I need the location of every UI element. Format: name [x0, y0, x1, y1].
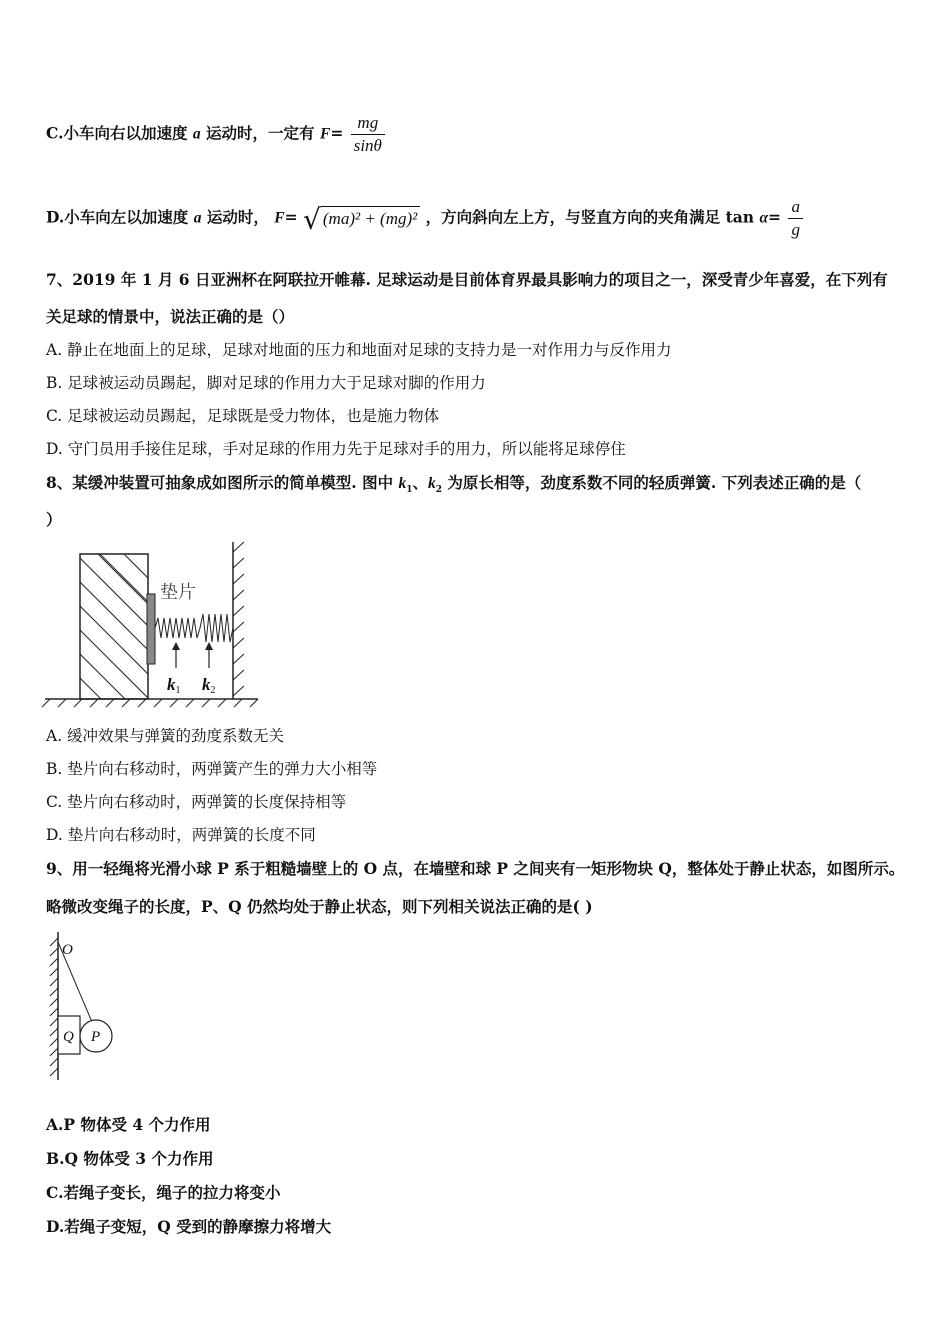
- q9-option-b: B.Q 物体受 3 个力作用: [46, 1149, 214, 1168]
- point-o-label: O: [62, 942, 73, 958]
- q8-option-d: D. 垫片向右移动时，两弹簧的长度不同: [46, 826, 316, 844]
- k2-label: [202, 675, 216, 696]
- q7-option-d: D. 守门员用手接住足球，手对足球的作用力先于足球对手的用力，所以能将足球停住: [46, 440, 626, 458]
- block-q-label: Q: [63, 1029, 74, 1045]
- q8-stem-k2: k: [428, 475, 436, 492]
- k2-label-sub: 2: [210, 685, 216, 696]
- k1-label: [167, 675, 181, 696]
- q6-option-d-label: D.: [46, 207, 65, 227]
- q7-option-c: C. 足球被运动员踢起，足球既是受力物体，也是施力物体: [46, 407, 440, 425]
- q8-stem-k1-sub: 1: [406, 485, 413, 496]
- spring-k1: [155, 618, 200, 638]
- spring-k2: [200, 614, 233, 642]
- q6-option-c-numerator: mg: [351, 112, 385, 135]
- q8-option-a: A. 缓冲效果与弹簧的劲度系数无关: [46, 727, 285, 745]
- q6-option-d: [46, 196, 805, 241]
- q8-stem-k1: k: [398, 475, 407, 492]
- q6-option-d-eq: =: [284, 207, 298, 227]
- q6-option-d-alpha: α: [759, 209, 769, 227]
- q6-option-c-label: C.: [46, 123, 64, 143]
- q6-option-d-text2: 运动时，: [206, 207, 269, 227]
- q6-option-d-eq2: =: [768, 207, 782, 227]
- q6-option-d-denominator: g: [791, 220, 800, 239]
- q9-stem-line2: 略微改变绳子的长度，P、Q 仍然均处于静止状态，则下列相关说法正确的是( ): [46, 897, 593, 916]
- q6-option-c-text2: 运动时，一定有: [206, 123, 315, 143]
- q7-stem-line2: 关足球的情景中，说法正确的是（）: [46, 307, 295, 326]
- q8-option-b: B. 垫片向右移动时，两弹簧产生的弹力大小相等: [46, 760, 378, 778]
- q7-option-a: A. 静止在地面上的足球，足球对地面的压力和地面对足球的支持力是一对作用力与反作用力: [46, 341, 672, 359]
- q6-option-c-denominator: sinθ: [353, 136, 382, 155]
- sqrt-symbol-icon: √: [303, 203, 321, 237]
- q6-option-d-numerator: a: [788, 196, 803, 219]
- q6-option-c-text: 小车向右以加速度: [63, 123, 188, 143]
- q6-option-d-fraction: [788, 196, 803, 241]
- arrowhead-k1-icon: [172, 642, 180, 650]
- q8-stem-sep: 、: [412, 473, 429, 492]
- q6-option-d-radicand: (ma)² + (mg)²: [321, 206, 420, 229]
- k1-label-sub: 1: [175, 685, 181, 696]
- hatched-block: [80, 554, 148, 699]
- q8-stem-line2: ）: [46, 510, 62, 529]
- q9-option-a: A.P 物体受 4 个力作用: [46, 1115, 211, 1134]
- q6-option-c-var: a: [192, 125, 201, 143]
- arrowhead-k2-icon: [205, 642, 213, 650]
- q6-option-c: [46, 112, 387, 157]
- q6-option-c-eq: =: [330, 123, 344, 143]
- q6-option-d-text3: ，方向斜向左上方，与竖直方向的夹角满足 tan: [425, 207, 755, 227]
- q8-stem-part2: 为原长相等，劲度系数不同的轻质弹簧. 下列表述正确的是（: [442, 473, 862, 492]
- pad-label: 垫片: [160, 582, 196, 603]
- q9-option-c: C.若绳子变长，绳子的拉力将变小: [46, 1183, 281, 1202]
- q8-spring-figure: [40, 538, 265, 708]
- k2-label-letter: k: [202, 675, 211, 694]
- q9-stem-line1: 9、用一轻绳将光滑小球 P 系于粗糙墙壁上的 O 点，在墙壁和球 P 之间夹有一矩形物块 Q，整体处于静止状态，如图所示。: [46, 859, 905, 878]
- q6-option-c-F: F: [319, 125, 331, 143]
- q6-option-d-F: F: [274, 209, 285, 227]
- q6-option-c-fraction: [351, 112, 385, 157]
- ball-p-label: P: [91, 1029, 101, 1045]
- q9-wall-ball-figure: [44, 928, 124, 1086]
- q7-stem-line1: 7、2019 年 1 月 6 日亚洲杯在阿联拉开帷幕. 足球运动是目前体育界最具影响力的项目之一，深受青少年喜爱，在下列有: [46, 270, 888, 289]
- q8-stem-part1: 8、某缓冲装置可抽象成如图所示的简单模型. 图中: [46, 473, 399, 492]
- q7-option-b: B. 足球被运动员踢起，脚对足球的作用力大于足球对脚的作用力: [46, 374, 486, 392]
- q8-option-c: C. 垫片向右移动时，两弹簧的长度保持相等: [46, 793, 347, 811]
- q8-stem-k2-sub: 2: [435, 485, 443, 496]
- q6-option-d-sqrt: [303, 203, 420, 237]
- q9-option-d: D.若绳子变短，Q 受到的静摩擦力将增大: [46, 1217, 332, 1236]
- q6-option-d-var: a: [193, 209, 202, 227]
- k1-label-letter: k: [167, 675, 176, 694]
- pad-plate: [147, 594, 155, 664]
- q6-option-d-text: 小车向左以加速度: [64, 207, 189, 227]
- q8-stem-line1: [46, 473, 861, 500]
